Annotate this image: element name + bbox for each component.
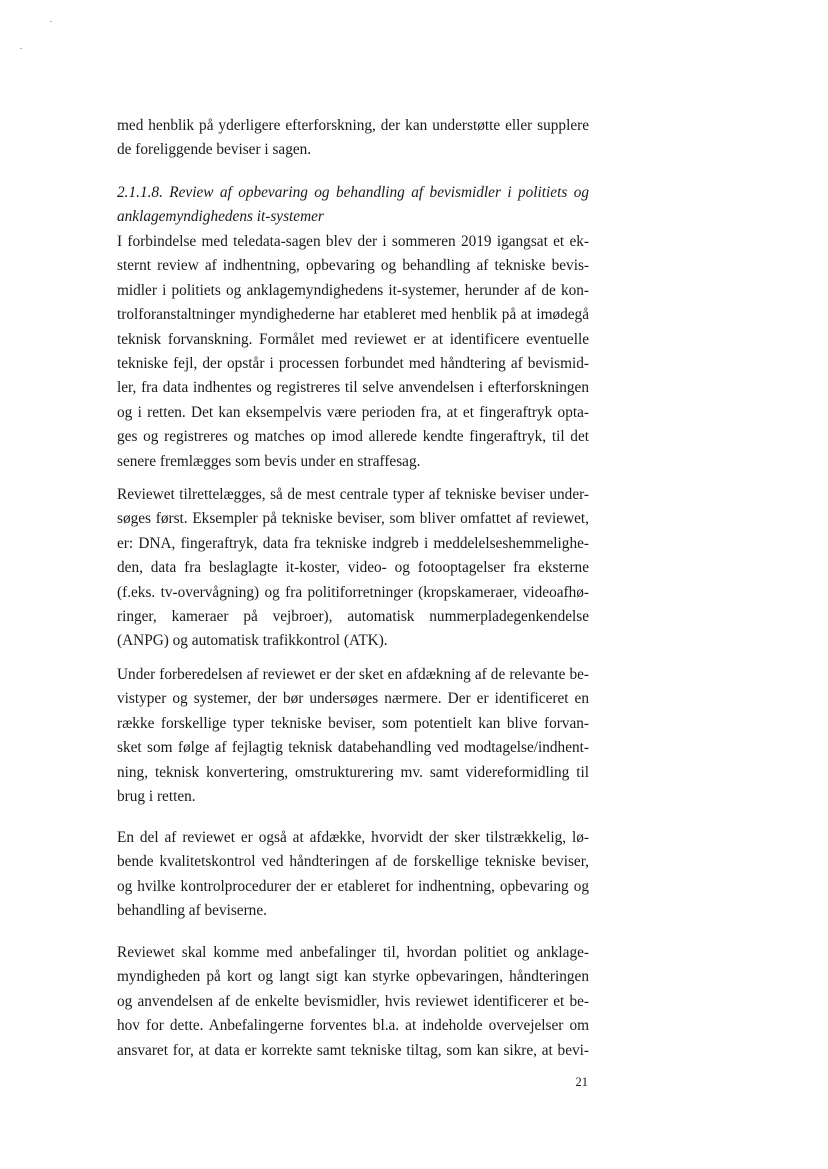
text-line: (f.eks. tv-overvågning) og fra politiforretninger (kropskameraer, videoafhø- — [117, 583, 589, 601]
paragraph-4 — [117, 826, 589, 924]
text-line: med henblik på yderligere efterforskning, der kan understøtte eller supplere — [117, 117, 589, 134]
section-heading — [117, 181, 589, 230]
text-line: sket som følge af fejlagtig teknisk databehandling ved modtagelse/indhent- — [117, 739, 589, 757]
text-line: ges og registreres og matches op imod allerede kendte fingeraftryk, til det — [117, 428, 589, 446]
heading-line: 2.1.1.8. Review af opbevaring og behandling af bevismidler i politiets og — [117, 184, 589, 201]
text-line: I forbindelse med teledata-sagen blev der i sommeren 2019 igangsat et ek- — [117, 233, 589, 250]
text-line: de foreliggende beviser i sagen. — [117, 141, 312, 159]
text-line: række forskellige typer tekniske beviser, som potentielt kan blive forvan- — [117, 714, 589, 732]
text-line: myndigheden på kort og langt sigt kan styrke opbevaringen, håndteringen — [117, 968, 589, 986]
text-line: brug i retten. — [117, 788, 196, 806]
text-line: hov for dette. Anbefalingerne forventes bl.a. at indeholde overvejelser om — [117, 1017, 589, 1035]
text-line: ringer, kameraer på vejbroer), automatisk nummerpladegenkendelse — [117, 608, 589, 626]
text-line: teknisk forvanskning. Formålet med reviewet er at identificere eventuelle — [117, 330, 589, 348]
text-line: En del af reviewet er også at afdække, hvorvidt der sker tilstrækkelig, lø- — [117, 829, 589, 846]
scan-speck — [20, 48, 22, 49]
text-line: Under forberedelsen af reviewet er der sket en afdækning af de relevante be- — [117, 666, 589, 683]
text-line: (ANPG) og automatisk trafikkontrol (ATK). — [117, 632, 388, 650]
text-line: tekniske fejl, der opstår i processen forbundet med håndtering af bevismid- — [117, 355, 589, 373]
text-line: vistyper og systemer, der bør undersøges nærmere. Der er identificeret en — [117, 690, 589, 708]
heading-line: anklagemyndighedens it-systemer — [117, 208, 324, 226]
text-line: og i retten. Det kan eksempelvis være perioden fra, at et fingeraftryk opta- — [117, 403, 589, 421]
text-line: og anvendelsen af de enkelte bevismidler, hvis reviewet identificerer et be- — [117, 992, 589, 1010]
paragraph-1 — [117, 230, 589, 474]
intro-paragraph — [117, 114, 589, 163]
text-line: sternt review af indhentning, opbevaring og behandling af tekniske bevis- — [117, 257, 589, 275]
text-line: midler i politiets og anklagemyndighedens it-systemer, herunder af de kon- — [117, 281, 589, 299]
paragraph-5 — [117, 941, 589, 1063]
text-line: bende kvalitetskontrol ved håndteringen af de forskellige tekniske beviser, — [117, 853, 589, 871]
page-number: 21 — [575, 1075, 588, 1089]
text-line: den, data fra beslaglagte it-koster, video- og fotooptagelser fra eksterne — [117, 559, 589, 577]
text-line: ansvaret for, at data er korrekte samt tekniske tiltag, som kan sikre, at bevi- — [117, 1041, 589, 1059]
text-line: søges først. Eksempler på tekniske beviser, som bliver omfattet af reviewet, — [117, 510, 589, 528]
scan-speck — [50, 21, 52, 22]
text-line: trolforanstaltninger myndighederne har etableret med henblik på at imødegå — [117, 306, 589, 324]
text-line: Reviewet tilrettelægges, så de mest centrale typer af tekniske beviser under- — [117, 486, 589, 503]
text-line: behandling af beviserne. — [117, 902, 267, 920]
text-line: Reviewet skal komme med anbefalinger til, hvordan politiet og anklage- — [117, 944, 589, 961]
paragraph-2 — [117, 483, 589, 654]
text-line: senere fremlægges som bevis under en straffesag. — [117, 452, 421, 470]
paragraph-3 — [117, 663, 589, 809]
text-line: ler, fra data indhentes og registreres til selve anvendelsen i efterforskningen — [117, 379, 589, 397]
text-line: og hvilke kontrolprocedurer der er etableret for indhentning, opbevaring og — [117, 877, 589, 895]
text-line: er: DNA, fingeraftryk, data fra tekniske indgreb i meddelelseshemmelighe- — [117, 534, 589, 552]
text-line: ning, teknisk konvertering, omstrukturering mv. samt videreformidling til — [117, 763, 589, 781]
